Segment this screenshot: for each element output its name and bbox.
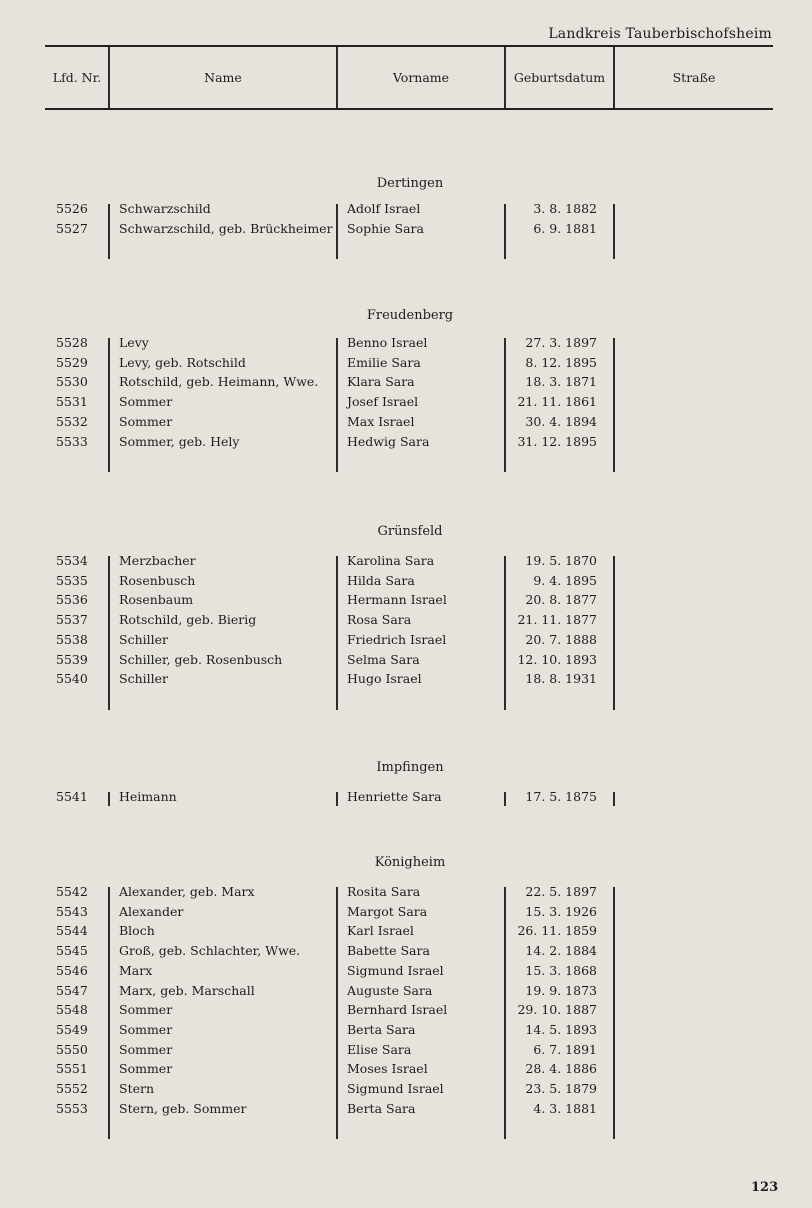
entry-vorname: Sigmund Israel	[347, 1081, 444, 1096]
entry-geburtsdatum: 23. 5. 1879	[525, 1081, 597, 1096]
page-number: 123	[751, 1180, 779, 1195]
town-heading: Grünsfeld	[377, 524, 443, 539]
entry-vorname: Margot Sara	[347, 903, 428, 919]
entry-number: 5548	[56, 1002, 88, 1018]
column-header-nr: Lfd. Nr.	[52, 70, 102, 85]
entry-name: Rosenbusch	[119, 572, 196, 588]
entry-geburtsdatum: 12. 10. 1893	[517, 651, 597, 667]
entry-vorname: Hugo Israel	[347, 671, 422, 687]
table-row	[0, 573, 812, 593]
entry-number: 5549	[56, 1021, 88, 1037]
entry-number: 5536	[56, 592, 88, 608]
table-row	[0, 983, 812, 1003]
entry-number: 5528	[56, 335, 88, 350]
entry-name: Rotschild, geb. Bierig	[119, 612, 257, 628]
column-divider	[336, 792, 338, 806]
column-divider	[336, 556, 338, 710]
column-header-strasse: Straße	[672, 70, 716, 85]
table-row	[0, 592, 812, 612]
table-row	[0, 414, 812, 434]
entry-vorname: Elise Sara	[347, 1041, 412, 1057]
table-row	[0, 1061, 812, 1081]
entry-geburtsdatum: 19. 9. 1873	[525, 982, 597, 998]
entry-number: 5550	[56, 1041, 88, 1057]
column-divider	[613, 338, 615, 472]
entry-geburtsdatum: 9. 4. 1895	[533, 572, 597, 588]
entry-name: Merzbacher	[119, 553, 196, 568]
table-row	[0, 355, 812, 375]
entry-geburtsdatum: 19. 5. 1870	[525, 553, 597, 568]
entry-vorname: Friedrich Israel	[347, 631, 447, 647]
entry-name: Alexander	[119, 903, 184, 919]
entry-number: 5544	[56, 923, 88, 939]
entry-vorname: Berta Sara	[347, 1021, 416, 1037]
table-row	[0, 553, 812, 573]
entry-number: 5539	[56, 651, 88, 667]
entry-name: Sommer	[119, 1002, 173, 1018]
column-header-name: Name	[204, 70, 242, 85]
entry-geburtsdatum: 22. 5. 1897	[525, 884, 597, 899]
table-row	[0, 884, 812, 904]
entry-vorname: Rosita Sara	[347, 884, 421, 899]
entry-name: Rotschild, geb. Heimann, Wwe.	[119, 374, 319, 390]
entry-geburtsdatum: 21. 11. 1861	[517, 394, 597, 410]
entry-number: 5530	[56, 374, 88, 390]
entry-vorname: Hermann Israel	[347, 592, 447, 608]
entry-vorname: Sophie Sara	[347, 220, 424, 236]
entry-name: Bloch	[119, 923, 155, 939]
entry-name: Sommer, geb. Hely	[119, 433, 240, 449]
entry-vorname: Benno Israel	[347, 335, 428, 350]
entry-name: Rosenbaum	[119, 592, 194, 608]
entry-number: 5542	[56, 884, 88, 899]
entry-vorname: Adolf Israel	[347, 201, 421, 216]
column-divider	[504, 204, 506, 259]
header-rule-bottom	[45, 108, 773, 110]
table-row	[0, 943, 812, 963]
entry-number: 5535	[56, 572, 88, 588]
entry-name: Stern, geb. Sommer	[119, 1100, 247, 1116]
entry-geburtsdatum: 28. 4. 1886	[525, 1061, 597, 1077]
entry-vorname: Karolina Sara	[347, 553, 435, 568]
town-heading: Dertingen	[376, 176, 444, 191]
table-row	[0, 1002, 812, 1022]
town-heading: Königheim	[374, 855, 446, 870]
column-divider	[504, 792, 506, 806]
column-divider	[108, 556, 110, 710]
table-row	[0, 1022, 812, 1042]
entry-name: Stern	[119, 1081, 155, 1096]
entry-name: Marx, geb. Marschall	[119, 982, 255, 998]
entry-number: 5553	[56, 1100, 88, 1116]
entry-name: Schwarzschild, geb. Brückheimer	[119, 220, 333, 236]
entry-vorname: Henriette Sara	[347, 789, 442, 804]
entry-number: 5526	[56, 201, 88, 216]
entry-vorname: Bernhard Israel	[347, 1002, 448, 1018]
entry-name: Levy	[119, 335, 149, 350]
table-row	[0, 612, 812, 632]
table-row	[0, 904, 812, 924]
entry-geburtsdatum: 27. 3. 1897	[525, 335, 597, 350]
entry-number: 5538	[56, 631, 88, 647]
entry-number: 5533	[56, 433, 88, 449]
entry-geburtsdatum: 20. 7. 1888	[525, 631, 597, 647]
column-divider	[108, 792, 110, 806]
column-divider	[108, 204, 110, 259]
table-row	[0, 201, 812, 221]
column-divider	[613, 887, 615, 1139]
column-header-vorname: Vorname	[392, 70, 450, 85]
entry-number: 5541	[56, 789, 88, 804]
entry-vorname: Karl Israel	[347, 923, 414, 939]
column-divider	[504, 887, 506, 1139]
entry-geburtsdatum: 17. 5. 1875	[525, 789, 597, 804]
entry-number: 5543	[56, 903, 88, 919]
table-row	[0, 1081, 812, 1101]
entry-number: 5547	[56, 982, 88, 998]
entry-name: Sommer	[119, 413, 173, 429]
entry-geburtsdatum: 18. 8. 1931	[525, 671, 597, 687]
table-row	[0, 1101, 812, 1121]
column-divider	[613, 556, 615, 710]
entry-vorname: Emilie Sara	[347, 354, 421, 370]
entry-vorname: Babette Sara	[347, 943, 430, 959]
entry-name: Schiller, geb. Rosenbusch	[119, 651, 283, 667]
entry-name: Schiller	[119, 671, 168, 687]
entry-number: 5532	[56, 413, 88, 429]
entry-name: Sommer	[119, 394, 173, 410]
entry-name: Schwarzschild	[119, 201, 211, 216]
entry-name: Levy, geb. Rotschild	[119, 354, 246, 370]
entry-geburtsdatum: 26. 11. 1859	[517, 923, 597, 939]
column-divider	[504, 556, 506, 710]
column-header-geburtsdatum: Geburtsdatum	[513, 70, 606, 85]
entry-name: Sommer	[119, 1021, 173, 1037]
entry-vorname: Hilda Sara	[347, 572, 415, 588]
entry-number: 5540	[56, 671, 88, 687]
entry-vorname: Moses Israel	[347, 1061, 428, 1077]
entry-vorname: Berta Sara	[347, 1100, 416, 1116]
entry-name: Schiller	[119, 631, 168, 647]
entry-geburtsdatum: 15. 3. 1926	[525, 903, 597, 919]
entry-number: 5545	[56, 943, 88, 959]
table-row	[0, 434, 812, 454]
header-rule-top	[45, 45, 773, 47]
entry-geburtsdatum: 29. 10. 1887	[517, 1002, 597, 1018]
entry-vorname: Auguste Sara	[347, 982, 433, 998]
column-divider	[613, 204, 615, 259]
column-divider	[108, 887, 110, 1139]
entry-number: 5551	[56, 1061, 88, 1077]
column-divider	[504, 338, 506, 472]
table-row	[0, 374, 812, 394]
entry-name: Alexander, geb. Marx	[119, 884, 255, 899]
entry-geburtsdatum: 30. 4. 1894	[525, 413, 597, 429]
entry-name: Marx	[119, 962, 153, 978]
entry-vorname: Josef Israel	[347, 394, 419, 410]
column-divider	[336, 338, 338, 472]
entry-geburtsdatum: 18. 3. 1871	[525, 374, 597, 390]
town-heading: Freudenberg	[366, 308, 454, 323]
entry-geburtsdatum: 14. 5. 1893	[525, 1021, 597, 1037]
page-header: Landkreis Tauberbischofsheim	[548, 26, 772, 42]
table-row	[0, 221, 812, 241]
entry-number: 5534	[56, 553, 88, 568]
column-divider	[613, 792, 615, 806]
entry-name: Sommer	[119, 1061, 173, 1077]
entry-geburtsdatum: 21. 11. 1877	[517, 612, 597, 628]
entry-geburtsdatum: 31. 12. 1895	[517, 433, 597, 449]
entry-vorname: Max Israel	[347, 413, 415, 429]
entry-vorname: Selma Sara	[347, 651, 420, 667]
entry-number: 5546	[56, 962, 88, 978]
table-row	[0, 652, 812, 672]
entry-geburtsdatum: 6. 7. 1891	[533, 1041, 597, 1057]
entry-number: 5537	[56, 612, 88, 628]
table-row	[0, 963, 812, 983]
table-row	[0, 923, 812, 943]
entry-number: 5531	[56, 394, 88, 410]
entry-geburtsdatum: 14. 2. 1884	[525, 943, 597, 959]
entry-geburtsdatum: 6. 9. 1881	[533, 220, 597, 236]
table-row	[0, 671, 812, 691]
column-divider	[336, 887, 338, 1139]
entry-vorname: Rosa Sara	[347, 612, 412, 628]
entry-geburtsdatum: 8. 12. 1895	[525, 354, 597, 370]
entry-number: 5552	[56, 1081, 88, 1096]
table-row	[0, 335, 812, 355]
column-divider	[336, 204, 338, 259]
table-row	[0, 632, 812, 652]
entry-geburtsdatum: 3. 8. 1882	[533, 201, 597, 216]
town-heading: Impfingen	[376, 760, 444, 775]
entry-name: Groß, geb. Schlachter, Wwe.	[119, 943, 301, 959]
entry-name: Sommer	[119, 1041, 173, 1057]
entry-geburtsdatum: 4. 3. 1881	[533, 1100, 597, 1116]
entry-number: 5527	[56, 220, 88, 236]
entry-vorname: Hedwig Sara	[347, 433, 430, 449]
table-row	[0, 789, 812, 809]
entry-vorname: Sigmund Israel	[347, 962, 444, 978]
entry-geburtsdatum: 15. 3. 1868	[525, 962, 597, 978]
entry-geburtsdatum: 20. 8. 1877	[525, 592, 597, 608]
entry-vorname: Klara Sara	[347, 374, 415, 390]
table-row	[0, 1042, 812, 1062]
column-divider	[108, 338, 110, 472]
table-row	[0, 394, 812, 414]
entry-name: Heimann	[119, 789, 177, 804]
entry-number: 5529	[56, 354, 88, 370]
